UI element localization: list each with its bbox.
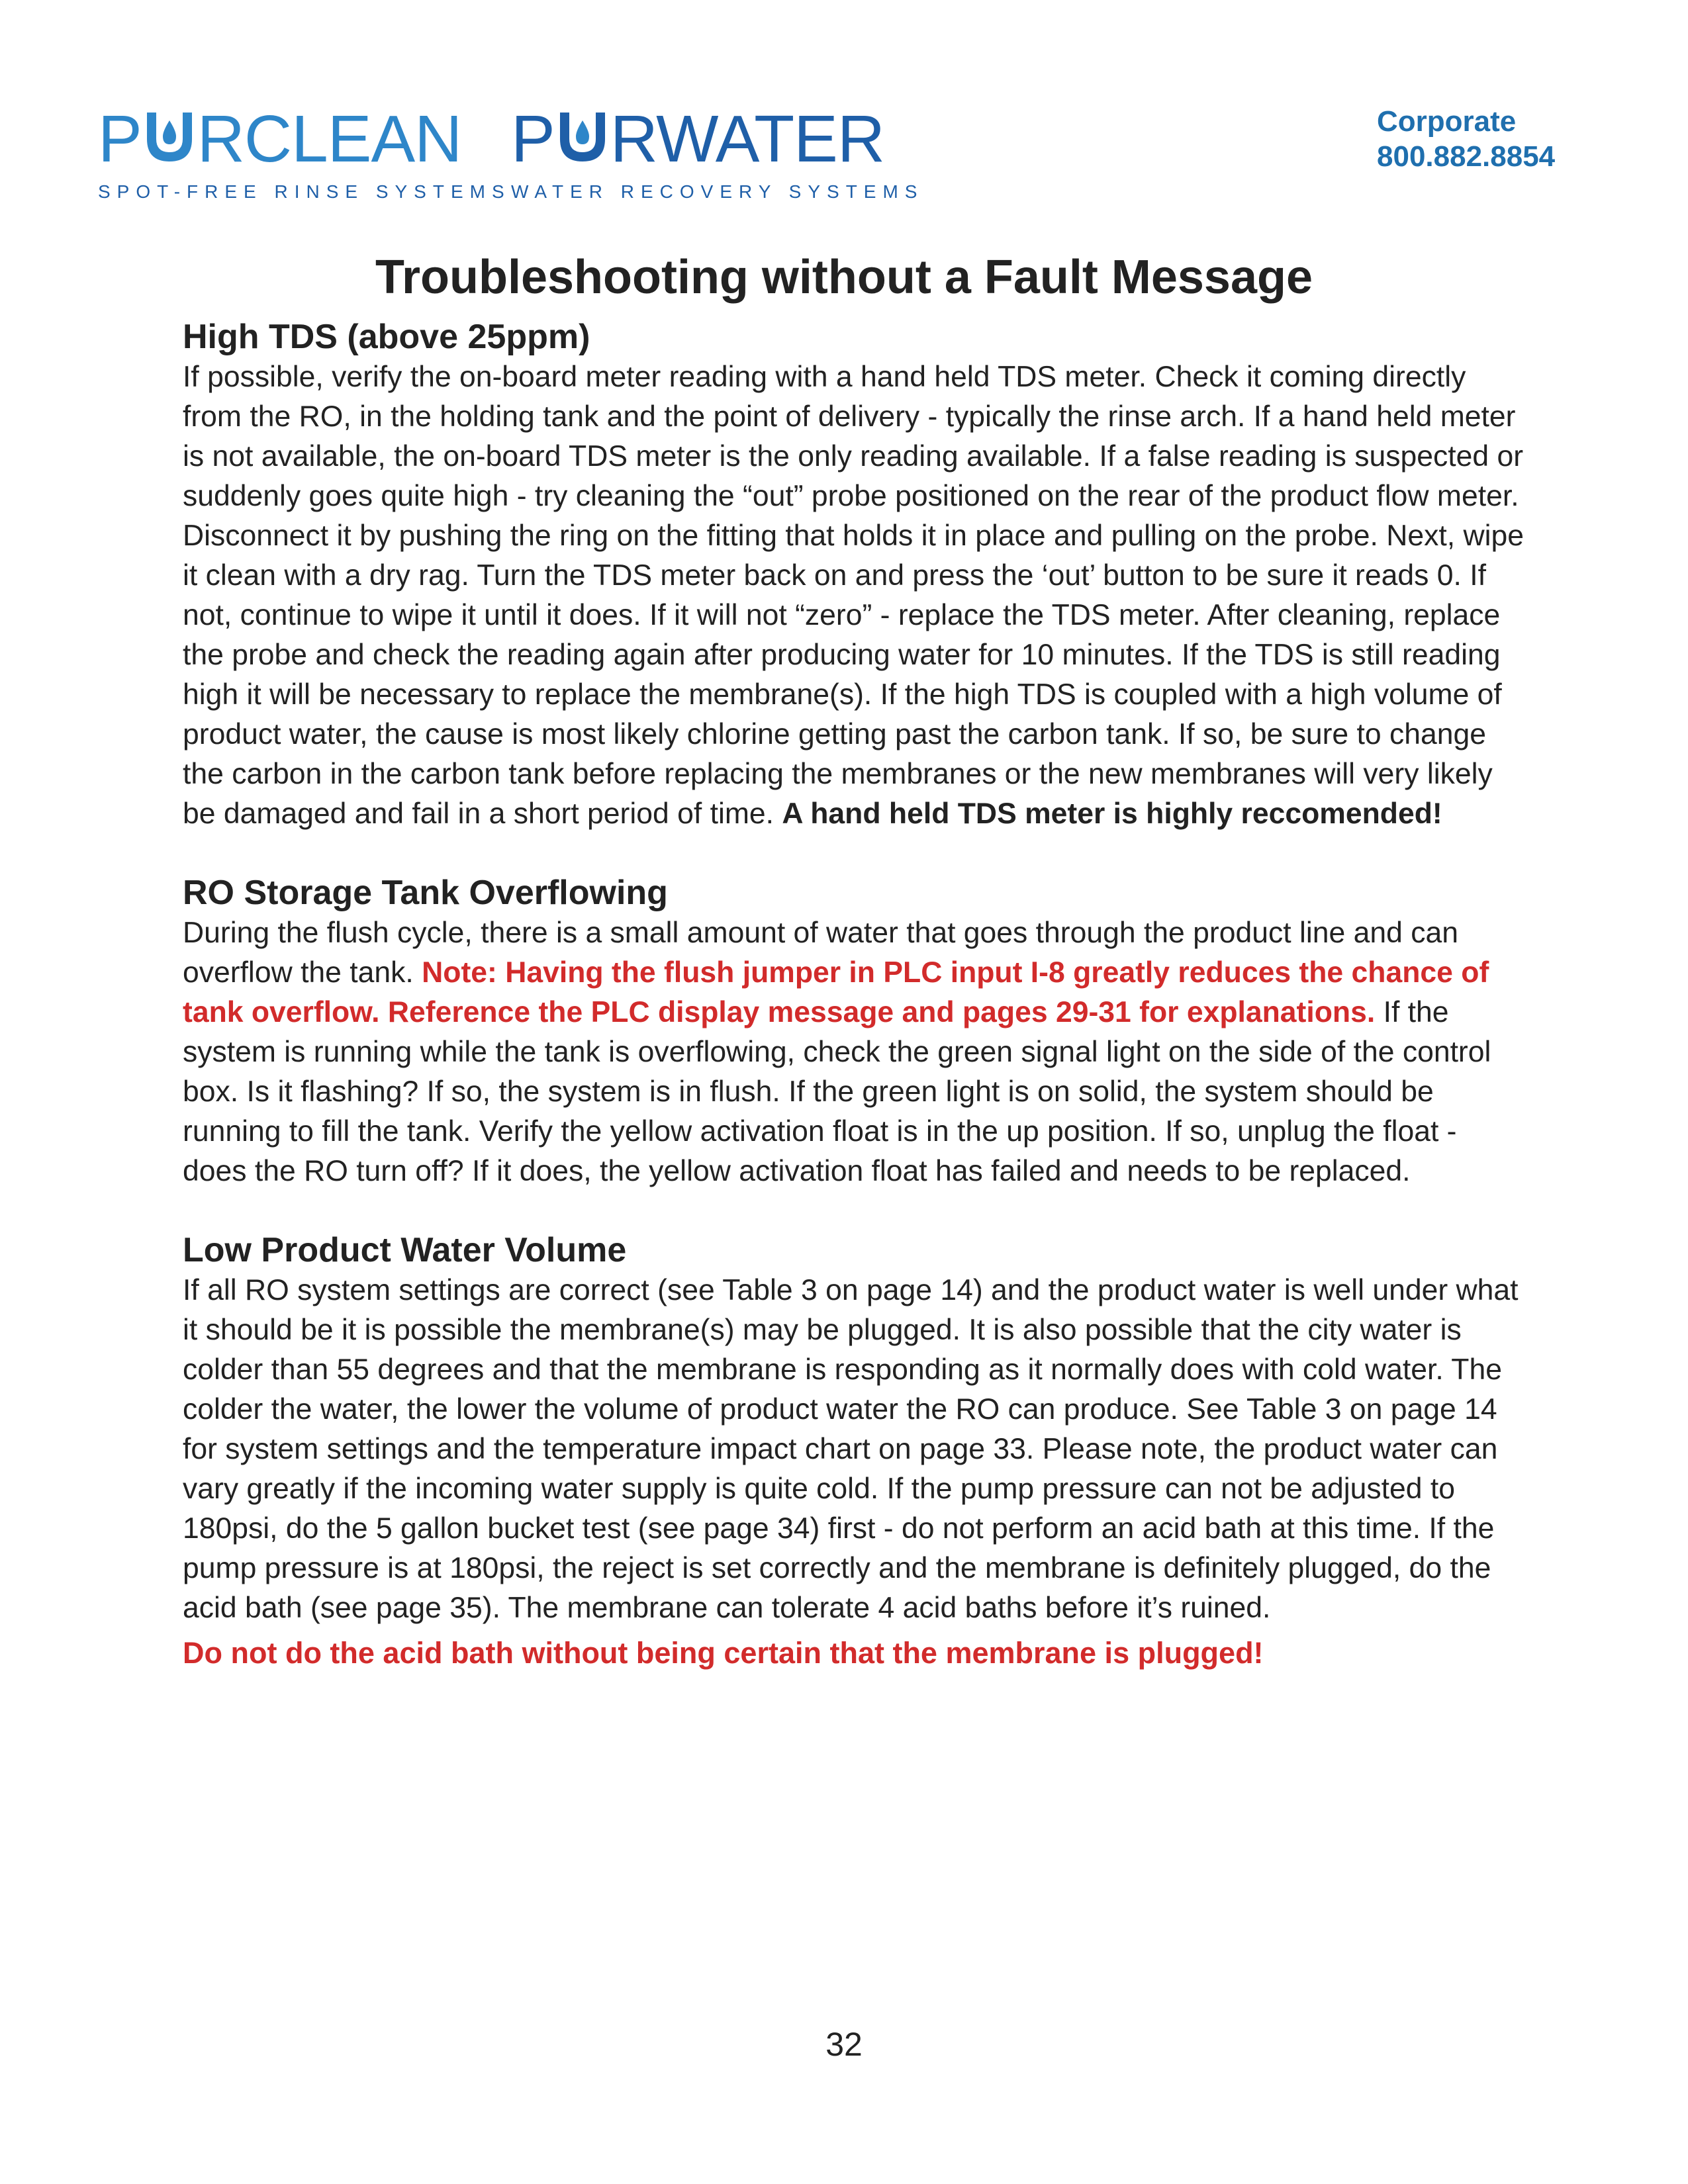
water-drop-u-icon <box>143 109 196 161</box>
purwater-prefix: P <box>511 102 555 176</box>
purclean-suffix: RCLEAN <box>197 102 462 176</box>
corporate-phone: 800.882.8854 <box>1377 140 1556 173</box>
section-heading: High TDS (above 25ppm) <box>183 318 590 356</box>
body-text: During the flush cycle, there is a small amount of water that goes through the product line and can overflow the tank. <box>183 917 1458 989</box>
section-heading: Low Product Water Volume <box>183 1231 627 1269</box>
section-high-tds <box>183 316 1526 834</box>
purwater-suffix: RWATER <box>610 102 885 176</box>
emphasis-text: A hand held TDS meter is highly reccomended! <box>782 797 1442 830</box>
note-text: Note: Having the flush jumper in PLC input I-8 greatly reduces the chance of tank overflow. Reference the PLC display message and pages 29-31 for explanations. <box>183 956 1489 1028</box>
purwater-wordmark <box>511 102 923 176</box>
body-text: If possible, verify the on-board meter reading with a hand held TDS meter. Check it coming directly from the RO, in the holding tank and the point of delivery - typically the rinse arch. If a hand held meter is not available, the on-board TDS meter is the only reading available. If a false reading is suspected or suddenly goes quite high - try cleaning the “out” probe positioned on the rear of the product flow meter. Disconnect it by pushing the ring on the fitting that holds it in place and pulling on the probe. Next, wipe it clean with a dry rag. Turn the TDS meter back on and press the ‘out’ button to be sure it reads 0. If not, continue to wipe it until it does. If it will not “zero” - replace the TDS meter. After cleaning, replace the probe and check the reading again after producing water for 10 minutes. If the TDS is still reading high it will be necessary to replace the membrane(s). If the high TDS is coupled with a high volume of product water, the cause is most likely chlorine getting past the carbon tank. If so, be sure to change the carbon in the carbon tank before replacing the membranes or the new membranes will very likely be damaged and fail in a short period of time. <box>183 361 1524 830</box>
purclean-tagline: SPOT-FREE RINSE SYSTEMS <box>98 181 511 202</box>
corporate-label: Corporate <box>1377 105 1517 138</box>
section-low-volume <box>183 1230 1526 1673</box>
purclean-prefix: P <box>98 102 142 176</box>
page-number: 32 <box>825 2026 863 2063</box>
section-body <box>183 913 1526 1191</box>
body-text: If the system is running while the tank is overflowing, check the green signal light on the side of the control box. Is it flashing? If so, the system is in flush. If the green light is on solid, the system should be running to fill the tank. Verify the yellow activation float is in the up position. If so, unplug the float - does the RO turn off? If it does, the yellow activation float has failed and needs to be replaced. <box>183 996 1491 1187</box>
purclean-logo <box>98 102 511 203</box>
water-drop-u-icon <box>556 109 609 161</box>
page-content <box>183 316 1526 1711</box>
section-body <box>183 357 1526 834</box>
section-body: If all RO system settings are correct (see Table 3 on page 14) and the product water is well under what it should be it is possible the membrane(s) may be plugged. It is also possible that the city water is colder than 55 degrees and that the membrane is responding as it normally does with cold water. The colder the water, the lower the volume of product water the RO can produce. See Table 3 on page 14 for system settings and the temperature impact chart on page 33. Please note, the product water can vary greatly if the incoming water supply is quite cold. If the pump pressure can not be adjusted to 180psi, do the 5 gallon bucket test (see page 34) first - do not perform an acid bath at this time. If the pump pressure is at 180psi, the reject is set correctly and the membrane is definitely plugged, do the acid bath (see page 35). The membrane can tolerate 4 acid baths before it’s ruined. <box>183 1274 1519 1624</box>
page-title: Troubleshooting without a Fault Message <box>375 251 1313 304</box>
section-heading: RO Storage Tank Overflowing <box>183 874 668 912</box>
section-tank-overflow <box>183 872 1526 1191</box>
purclean-wordmark <box>98 102 511 176</box>
purwater-tagline: WATER RECOVERY SYSTEMS <box>511 181 924 202</box>
purwater-logo <box>511 102 924 203</box>
warning-text: Do not do the acid bath without being certain that the membrane is plugged! <box>183 1636 1264 1670</box>
corporate-contact <box>1377 105 1555 175</box>
